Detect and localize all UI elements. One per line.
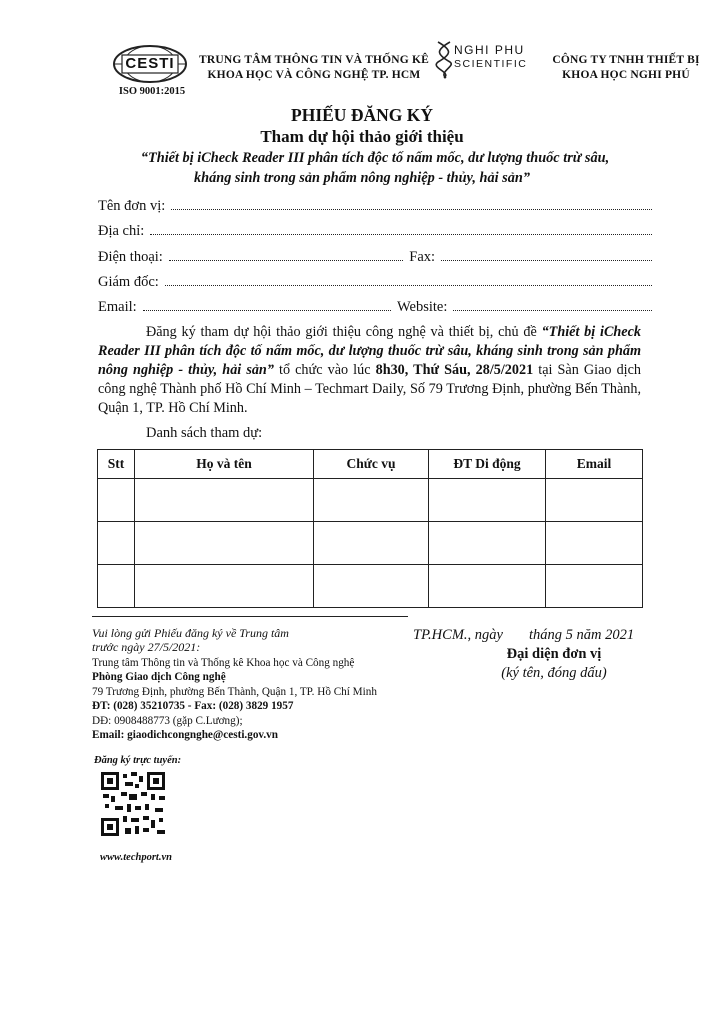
unit-field[interactable] bbox=[98, 198, 658, 215]
table-cell[interactable] bbox=[98, 522, 135, 565]
website-dots[interactable] bbox=[453, 309, 652, 311]
phone-fax-row bbox=[98, 249, 658, 266]
col-stt: Stt bbox=[98, 450, 135, 479]
address-label: Địa chỉ: bbox=[98, 223, 145, 239]
email-dots[interactable] bbox=[143, 309, 391, 311]
email-label: Email: bbox=[98, 299, 137, 315]
table-cell[interactable] bbox=[314, 479, 429, 522]
paragraph-topic: “Thiết bị iCheck Reader III phân tích độc tố nấm mốc, dư lượng thuốc trừ sâu, kháng sinh trong sản phẩm nông nghiệp - thủy, hải sản” bbox=[98, 324, 641, 378]
company-name-line2: KHOA HỌC NGHI PHÚ bbox=[562, 69, 690, 81]
attendee-table bbox=[97, 449, 643, 608]
website-label: Website: bbox=[396, 299, 448, 315]
address-field[interactable] bbox=[98, 223, 658, 240]
director-label: Giám đốc: bbox=[98, 274, 159, 290]
director-field[interactable] bbox=[98, 274, 658, 291]
table-cell[interactable] bbox=[546, 565, 643, 608]
date-line bbox=[413, 627, 634, 644]
techport-website[interactable]: www.techport.vn bbox=[100, 852, 172, 863]
table-cell[interactable] bbox=[546, 479, 643, 522]
table-cell[interactable] bbox=[429, 479, 546, 522]
center-name-line2: KHOA HỌC VÀ CÔNG NGHỆ TP. HCM bbox=[207, 69, 421, 81]
table-cell[interactable] bbox=[429, 565, 546, 608]
unit-dots[interactable] bbox=[171, 208, 652, 210]
date-rest: tháng 5 năm 2021 bbox=[528, 627, 635, 643]
qr-code[interactable] bbox=[101, 772, 165, 836]
signature-hint: (ký tên, đóng dấu) bbox=[501, 665, 607, 681]
table-header-row bbox=[98, 450, 643, 479]
unit-label: Tên đơn vị: bbox=[98, 198, 166, 214]
page-subtitle: Tham dự hội thảo giới thiệu bbox=[260, 127, 464, 146]
nghi-phu-logo bbox=[434, 40, 534, 80]
fax-dots[interactable] bbox=[441, 259, 652, 261]
email-website-row bbox=[98, 299, 658, 316]
footer-department: Phòng Giao dịch Công nghệ bbox=[92, 671, 226, 684]
col-position: Chức vụ bbox=[314, 450, 429, 479]
table-cell[interactable] bbox=[98, 565, 135, 608]
dna-icon bbox=[434, 40, 456, 80]
phone-label: Điện thoại: bbox=[98, 249, 163, 265]
company-name-line1: CÔNG TY TNHH THIẾT BỊ bbox=[552, 54, 700, 66]
nghi-phu-line1: NGHI PHU bbox=[454, 43, 525, 57]
cesti-logo bbox=[112, 44, 188, 84]
footer-note-line2: trước ngày 27/5/2021: bbox=[92, 640, 201, 655]
table-cell[interactable] bbox=[429, 522, 546, 565]
cesti-logo-text: CESTI bbox=[125, 55, 175, 72]
table-row bbox=[98, 565, 643, 608]
table-cell[interactable] bbox=[135, 479, 314, 522]
footer-email[interactable]: Email: giaodichcongnghe@cesti.gov.vn bbox=[92, 729, 278, 742]
footer-mobile: DĐ: 0908488773 (gặp C.Lương); bbox=[92, 714, 243, 727]
fax-label: Fax: bbox=[409, 249, 436, 265]
col-mobile: ĐT Di động bbox=[429, 450, 546, 479]
nghi-phu-line2: SCIENTIFIC bbox=[454, 58, 528, 70]
director-dots[interactable] bbox=[165, 284, 652, 286]
footer-contact bbox=[92, 656, 422, 742]
footer-divider bbox=[92, 616, 408, 617]
footer-note bbox=[92, 626, 422, 655]
footer-note-line1: Vui lòng gửi Phiếu đăng ký về Trung tâm bbox=[92, 626, 289, 640]
table-cell[interactable] bbox=[98, 479, 135, 522]
col-email: Email bbox=[546, 450, 643, 479]
qr-code-icon bbox=[101, 772, 165, 836]
registration-paragraph bbox=[98, 323, 641, 418]
company-name bbox=[540, 53, 712, 83]
table-cell[interactable] bbox=[314, 522, 429, 565]
paragraph-time: 8h30, Thứ Sáu, 28/5/2021 bbox=[375, 362, 534, 378]
topic-line2: kháng sinh trong sản phẩm nông nghiệp - thủy, hải sản” bbox=[194, 170, 530, 186]
footer-address: 79 Trương Định, phường Bến Thành, Quận 1, TP. Hồ Chí Minh bbox=[92, 685, 377, 698]
paragraph-venue: tại Sàn Giao dịch công nghệ Thành phố Hồ Chí Minh – Techmart Daily, Số 79 Trương Định, phường Bến Thành, Quận 1, TP. Hồ Chí Minh. bbox=[98, 362, 641, 416]
col-name: Họ và tên bbox=[135, 450, 314, 479]
center-name-line1: TRUNG TÂM THÔNG TIN VÀ THỐNG KÊ bbox=[198, 54, 430, 66]
table-cell[interactable] bbox=[135, 522, 314, 565]
page-title: PHIẾU ĐĂNG KÝ bbox=[291, 105, 433, 125]
attendee-list-label: Danh sách tham dự: bbox=[146, 425, 263, 441]
representative-label: Đại diện đơn vị bbox=[506, 646, 602, 662]
paragraph-intro: Đăng ký tham dự hội thảo giới thiệu công nghệ và thiết bị, chủ đề bbox=[146, 324, 542, 340]
footer-center-name: Trung tâm Thông tin và Thống kê Khoa học và Công nghệ bbox=[92, 657, 355, 669]
date-place: TP.HCM., ngày bbox=[413, 627, 503, 643]
paragraph-organized: tổ chức vào lúc bbox=[273, 362, 376, 378]
table-row bbox=[98, 522, 643, 565]
table-cell[interactable] bbox=[314, 565, 429, 608]
center-name bbox=[196, 53, 432, 83]
table-cell[interactable] bbox=[135, 565, 314, 608]
topic-line1: “Thiết bị iCheck Reader III phân tích độc tố nấm mốc, dư lượng thuốc trừ sâu, bbox=[140, 150, 610, 166]
phone-dots[interactable] bbox=[169, 259, 403, 261]
online-registration-label: Đăng ký trực tuyến: bbox=[94, 755, 182, 766]
table-cell[interactable] bbox=[546, 522, 643, 565]
iso-label: ISO 9001:2015 bbox=[118, 86, 186, 97]
table-row bbox=[98, 479, 643, 522]
address-dots[interactable] bbox=[150, 233, 652, 235]
footer-phone: ĐT: (028) 35210735 - Fax: (028) 3829 1957 bbox=[92, 700, 294, 713]
